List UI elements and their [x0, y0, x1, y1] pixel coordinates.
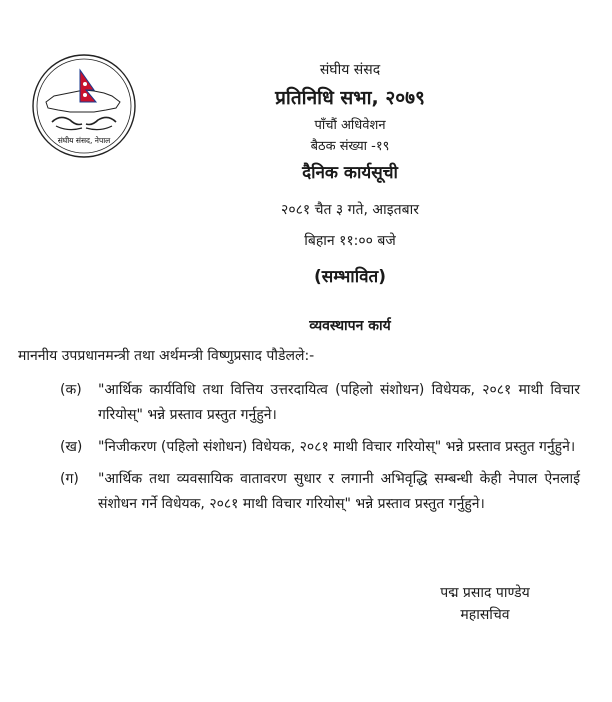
- page-title: दैनिक कार्यसूची: [302, 163, 398, 183]
- header-date: २०८१ चैत ३ गते, आइतबार: [281, 202, 419, 218]
- signature-block: [420, 582, 550, 626]
- agenda-list: [60, 378, 580, 524]
- list-item: [60, 378, 580, 428]
- parliament-emblem-icon: [30, 52, 138, 160]
- header-parliament: संघीय संसद: [319, 62, 381, 78]
- item-label: (क): [60, 382, 82, 398]
- signatory-name: पद्म प्रसाद पाण्डेय: [440, 585, 530, 601]
- item-label: (ग): [60, 471, 79, 487]
- signatory-title: महासचिव: [460, 607, 510, 623]
- header-time: बिहान ११:०० बजे: [304, 233, 396, 249]
- item-text: "आर्थिक कार्यविधि तथा वित्तिय उत्तरदायित्व (पहिलो संशोधन) विधेयक, २०८१ माथी विचार गरियोस्" भन्ने प्रस्ताव प्रस्तुत गर्नुहुने।: [98, 382, 580, 423]
- item-text: "निजीकरण (पहिलो संशोधन) विधेयक, २०८१ माथी विचार गरियोस्" भन्ने प्रस्ताव प्रस्तुत गर्नुहुने।: [98, 439, 576, 455]
- header-session: पाँचौं अधिवेशन: [314, 118, 386, 133]
- header-meeting-number: बैठक संख्या -१९: [310, 139, 390, 154]
- item-text: "आर्थिक तथा व्यवसायिक वातावरण सुधार र लगानी अभिवृद्धि सम्बन्धी केही नेपाल ऐनलाई संशोधन गर्ने विधेयक, २०८१ माथी विचार गरियोस्" भन्ने प्रस्ताव प्रस्तुत गर्नुहुने।: [98, 471, 580, 512]
- header-house: प्रतिनिधि सभा, २०७९: [275, 87, 425, 109]
- section-heading: व्यवस्थापन कार्य: [309, 318, 391, 334]
- list-item: [60, 467, 580, 517]
- emblem-text: संघीय संसद, नेपाल: [57, 136, 111, 145]
- list-item: [60, 435, 580, 460]
- item-label: (ख): [60, 439, 83, 455]
- mover-line: माननीय उपप्रधानमन्त्री तथा अर्थमन्त्री विष्णुप्रसाद पौडेलले:-: [18, 348, 315, 364]
- header-tentative: (सम्भावित): [313, 267, 387, 287]
